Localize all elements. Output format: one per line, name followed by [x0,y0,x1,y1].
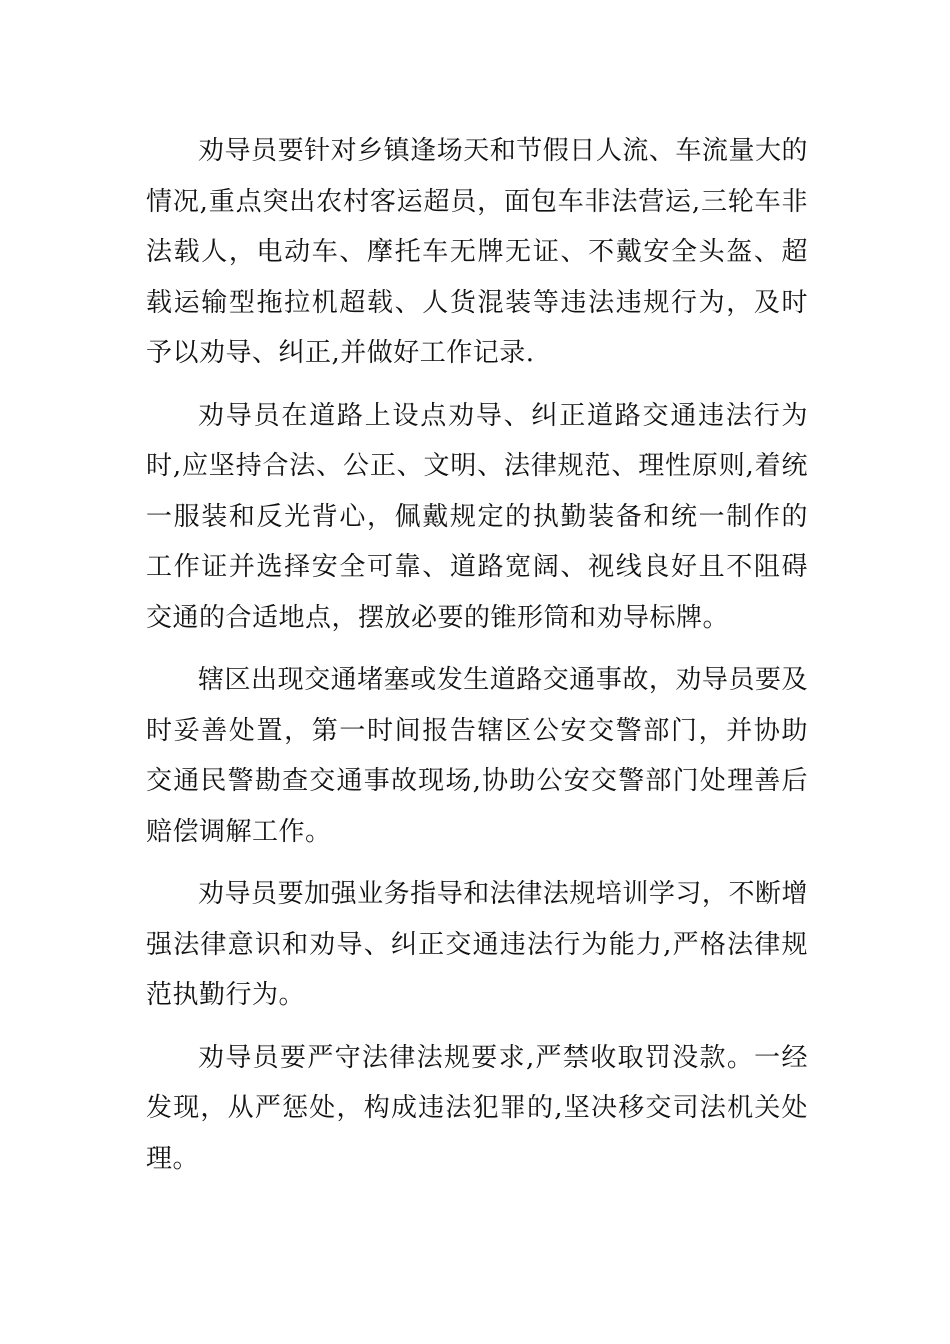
paragraph-5: 劝导员要严守法律法规要求,严禁收取罚没款。一经发现，从严惩处，构成违法犯罪的,坚决移交司法机关处理。 [146,1042,808,1174]
paragraph-2: 劝导员在道路上设点劝导、纠正道路交通违法行为时,应坚持合法、公正、文明、法律规范、理性原则,着统一服装和反光背心，佩戴规定的执勤装备和统一制作的工作证并选择安全可靠、道路宽阔、视线良好且不阻碍交通的合适地点，摆放必要的锥形筒和劝导标牌。 [146,400,808,633]
paragraph-1: 劝导员要针对乡镇逢场天和节假日人流、车流量大的情况,重点突出农村客运超员，面包车非法营运,三轮车非法载人，电动车、摩托车无牌无证、不戴安全头盔、超载运输型拖拉机超载、人货混装等违法违规行为，及时予以劝导、纠正,并做好工作记录. [146,136,808,368]
document-body [146,126,808,1196]
paragraph-4: 劝导员要加强业务指导和法律法规培训学习，不断增强法律意识和劝导、纠正交通违法行为能力,严格法律规范执勤行为。 [146,879,808,1010]
paragraph-3: 辖区出现交通堵塞或发生道路交通事故，劝导员要及时妥善处置，第一时间报告辖区公安交警部门，并协助交通民警勘查交通事故现场,协助公安交警部门处理善后赔偿调解工作。 [146,665,808,847]
